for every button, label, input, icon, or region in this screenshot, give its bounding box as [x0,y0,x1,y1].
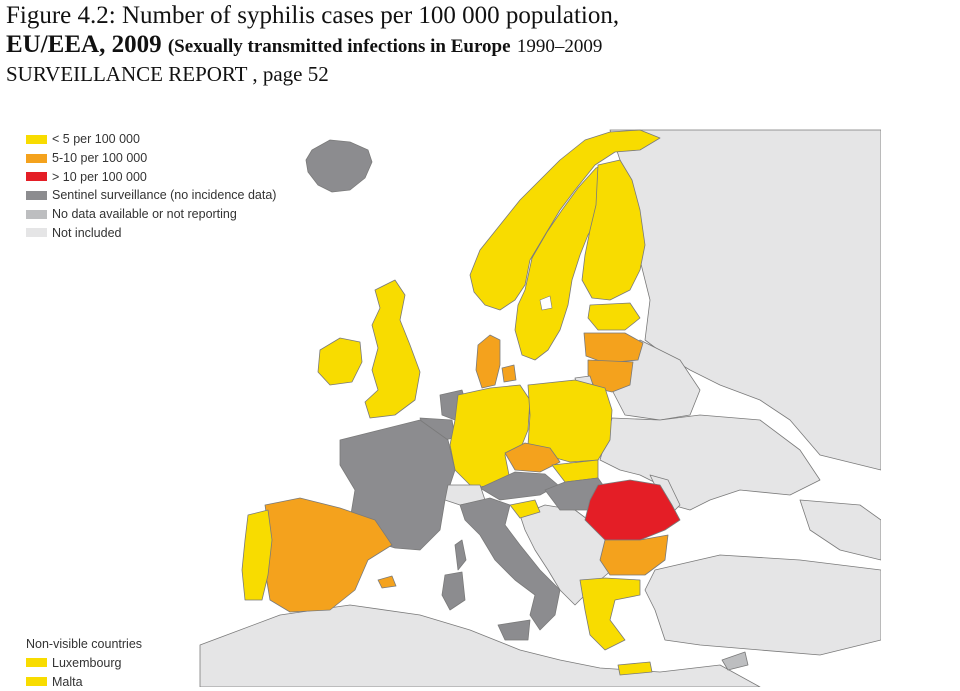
report-name: SURVEILLANCE [6,62,163,86]
legend-item-5to10 [26,149,276,168]
legend-label: Not included [52,225,122,240]
legend-item-nodata [26,205,276,224]
legend-label: < 5 per 100 000 [52,132,140,147]
legend-swatch [26,677,47,686]
legend-swatch [26,154,47,163]
non-visible-countries [26,634,142,691]
non-visible-label: Malta [52,674,83,689]
figure-header [6,0,956,88]
legend-swatch [26,228,47,237]
source-title: (Sexually transmitted infections in Europe [167,36,511,57]
legend-label: 5-10 per 100 000 [52,151,148,166]
legend-label: Sentinel surveillance (no incidence data) [52,188,277,203]
legend-label: No data available or not reporting [52,207,237,222]
subtitle-region-year: EU/EEA, 2009 [6,31,162,58]
figure-title: Figure 4.2: Number of syphilis cases per 100 000 population, [6,2,620,29]
source-years: 1990–2009 [516,36,603,57]
legend-swatch [26,210,47,219]
legend-item-sentinel [26,186,276,205]
legend-swatch [26,172,47,181]
country-denmark-islands [502,365,516,382]
region-turkey [645,555,881,655]
legend-swatch [26,658,47,667]
map-legend [26,130,276,242]
figure-subtitle [6,31,956,61]
legend-item-not-included [26,223,276,242]
non-visible-label: Luxembourg [52,655,122,670]
non-visible-item-luxembourg [26,653,142,672]
legend-label: > 10 per 100 000 [52,169,147,184]
legend-item-lt5 [26,130,276,149]
legend-item-gt10 [26,167,276,186]
non-visible-title: Non-visible countries [26,636,143,651]
report-page: REPORT , page 52 [168,62,329,86]
report-reference [6,61,956,88]
legend-swatch [26,191,47,200]
non-visible-item-malta [26,672,142,691]
legend-swatch [26,135,47,144]
